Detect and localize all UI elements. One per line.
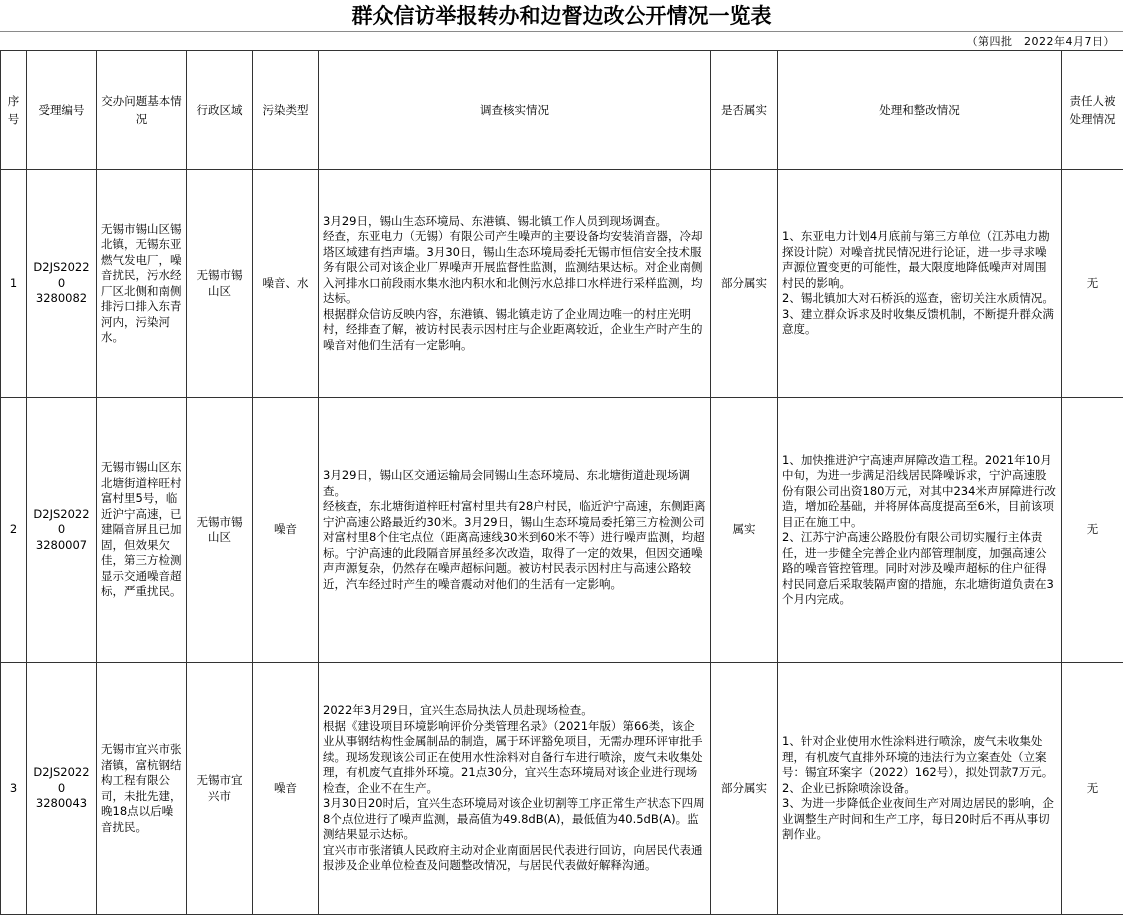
investigation-paragraph: 3月30日20时后，宜兴生态环境局对该企业切割等工序正常生产状态下四周8个点位进行了噪声监测，最高值为49.8dB(A)，最低值为40.5dB(A)。监测结果显示达标。 [323, 796, 705, 842]
row-investigation [319, 663, 711, 915]
header-pollution: 污染类型 [253, 51, 319, 170]
row-seq: 1 [1, 170, 27, 398]
batch-note: （第四批 2022年4月7日） [966, 35, 1115, 48]
row-id: D2JS20220 3280043 [27, 663, 97, 915]
investigation-paragraph: 2022年3月29日，宜兴生态局执法人员赴现场检查。 [323, 703, 593, 718]
handling-paragraph: 2、企业已拆除喷涂设备。 [782, 780, 916, 795]
header-seq: 序号 [1, 51, 27, 170]
investigation-paragraph: 经核查，东北塘街道梓旺村富村里共有28户村民，临近沪宁高速，东侧距离宁沪高速公路最近约30米。3月29日，锡山生态环境局委托第三方检测公司对富村里8个住宅点位（距离高速线30米到60米不等）进行噪声监测，均超标。宁沪高速的此段隔音屏虽经多次改造，取得了一定的效果，但因交通噪声声源复杂，仍然存在噪声超标问题。被访村民表示因村庄与高速公路较近，汽车经过时产生的噪音震动对他们的生活有一定影响。 [323, 499, 706, 591]
investigation-paragraph: 根据群众信访反映内容，东港镇、锡北镇走访了企业周边唯一的村庄光明村，经排查了解，被访村民表示因村庄与企业距离较近，企业生产时产生的噪音对他们生活有一定影响。 [323, 306, 703, 352]
row-seq: 2 [1, 398, 27, 663]
handling-paragraph: 1、加快推进沪宁高速声屏障改造工程。2021年10月中旬，为进一步满足沿线居民降噪诉求，宁沪高速股份有限公司出资180万元，对其中234米声屏障进行改造，增加砼基础，并将屏体高度提高至6米，目前该项目正在施工中。 [782, 452, 1056, 529]
document-title: 群众信访举报转办和边督边改公开情况一览表 [0, 0, 1123, 32]
row-accountability: 无 [1062, 663, 1123, 915]
row-handling [778, 663, 1062, 915]
header-issue: 交办问题基本情况 [97, 51, 187, 170]
handling-paragraph: 2、江苏宁沪高速公路股份有限公司切实履行主体责任，进一步健全完善企业内部管理制度，加强高速公路的噪音管控管理。同时对涉及噪声超标的住户征得村民同意后采取装隔声窗的措施，东北塘街道负责在3个月内完成。 [782, 530, 1054, 606]
handling-paragraph: 2、锡北镇加大对石桥浜的巡查，密切关注水质情况。 [782, 291, 1054, 306]
header-verified: 是否属实 [711, 51, 778, 170]
handling-paragraph: 1、针对企业使用水性涂料进行喷涂，废气未收集处理，有机废气直排外环境的违法行为立案查处（立案号：锡宜环案字（2022）162号），拟处罚款7万元。 [782, 734, 1054, 780]
row-id: D2JS20220 3280007 [27, 398, 97, 663]
handling-paragraph: 3、为进一步降低企业夜间生产对周边居民的影响，企业调整生产时间和生产工序，每日20时后不再从事切割作业。 [782, 796, 1054, 842]
row-verified: 属实 [711, 398, 778, 663]
header-region: 行政区域 [187, 51, 253, 170]
header-handling: 处理和整改情况 [778, 51, 1062, 170]
table-row [1, 663, 1123, 915]
investigation-paragraph: 宜兴市市张渚镇人民政府主动对企业南面居民代表进行回访，向居民代表通报涉及企业单位检查及问题整改情况，与居民代表做好解释沟通。 [323, 842, 703, 873]
header-accountability: 责任人被处理情况 [1062, 51, 1123, 170]
row-issue: 无锡市宜兴市张渚镇，富杭钢结构工程有限公司，未批先建，晚18点以后噪音扰民。 [97, 663, 187, 915]
investigation-paragraph: 经查，东亚电力（无锡）有限公司产生噪声的主要设备均安装消音器，冷却塔区域建有挡声墙。3月30日，锡山生态环境局委托无锡市恒信安全技术服务有限公司对该企业厂界噪声开展监督性监测，监测结果达标。对企业南侧入河排水口前段雨水集水池内积水和北侧污水总排口水样进行采样监测，均达标。 [323, 229, 703, 306]
handling-paragraph: 3、建立群众诉求及时收集反馈机制，不断提升群众满意度。 [782, 306, 1054, 337]
row-region: 无锡市锡山区 [187, 398, 253, 663]
table-row [1, 170, 1123, 398]
row-region: 无锡市锡山区 [187, 170, 253, 398]
row-verified: 部分属实 [711, 170, 778, 398]
row-pollution: 噪音、水 [253, 170, 319, 398]
header-row [1, 51, 1123, 170]
row-issue: 无锡市锡山区东北塘街道梓旺村富村里5号，临近沪宁高速，已建隔音屏且已加固，但效果欠佳，第三方检测显示交通噪音超标，严重扰民。 [97, 398, 187, 663]
row-pollution: 噪音 [253, 398, 319, 663]
petition-table [0, 50, 1123, 915]
header-investigation: 调查核实情况 [319, 51, 711, 170]
row-accountability: 无 [1062, 398, 1123, 663]
row-investigation [319, 398, 711, 663]
handling-paragraph: 1、东亚电力计划4月底前与第三方单位（江苏电力勘探设计院）对噪音扰民情况进行论证，进一步寻求噪声源位置变更的可能性，最大限度地降低噪声对周围村民的影响。 [782, 229, 1050, 290]
table-row [1, 398, 1123, 663]
row-handling [778, 170, 1062, 398]
row-issue: 无锡市锡山区锡北镇，无锡东亚燃气发电厂，噪音扰民，污水经厂区北侧和南侧排污口排入东青河内，污染河水。 [97, 170, 187, 398]
row-pollution: 噪音 [253, 663, 319, 915]
investigation-paragraph: 3月29日，锡山生态环境局、东港镇、锡北镇工作人员到现场调查。 [323, 213, 667, 228]
row-investigation [319, 170, 711, 398]
row-region: 无锡市宜兴市 [187, 663, 253, 915]
investigation-paragraph: 根据《建设项目环境影响评价分类管理名录》（2021年版）第66类，该企业从事钢结构性金属制品的制造，属于环评豁免项目，无需办理环评审批手续。现场发现该公司正在使用水性涂料对自备行车进行喷涂，废气未收集处理，有机废气直排外环境。21点30分，宜兴生态环境局对该企业进行现场检查，企业不在生产。 [323, 718, 703, 795]
row-accountability: 无 [1062, 170, 1123, 398]
header-id: 受理编号 [27, 51, 97, 170]
investigation-paragraph: 3月29日，锡山区交通运输局会同锡山生态环境局、东北塘街道赴现场调查。 [323, 468, 690, 498]
row-id: D2JS20220 3280082 [27, 170, 97, 398]
row-handling [778, 398, 1062, 663]
row-verified: 部分属实 [711, 663, 778, 915]
row-seq: 3 [1, 663, 27, 915]
